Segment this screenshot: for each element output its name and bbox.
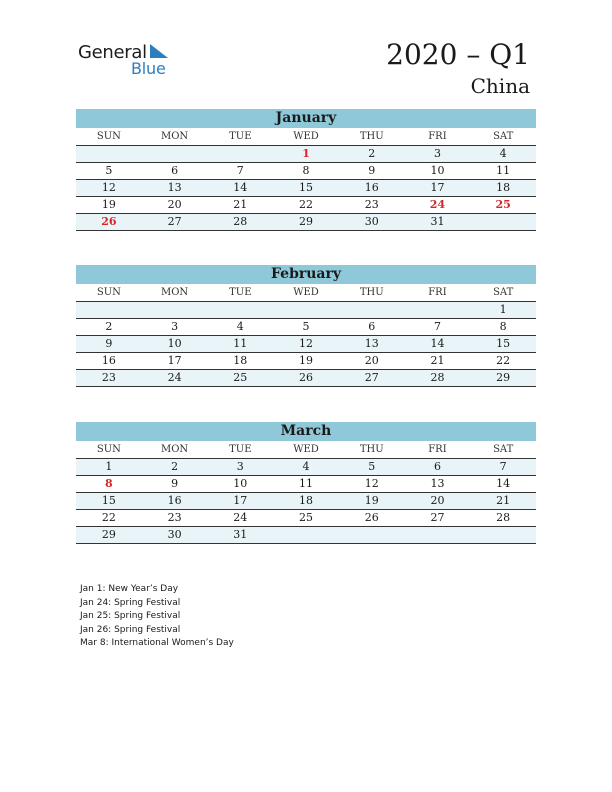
page-title: 2020 – Q1 [386, 38, 530, 71]
day-cell: 7 [433, 320, 441, 333]
day-of-week-label: TUE [229, 444, 252, 455]
day-cell: 23 [364, 198, 379, 211]
day-of-week-label: THU [359, 131, 384, 142]
day-cell: 2 [105, 320, 113, 333]
day-cell: 27 [430, 511, 445, 524]
day-cell: 23 [167, 511, 182, 524]
day-cell [207, 146, 273, 162]
day-of-week-label: MON [160, 131, 189, 142]
month-header: March [76, 422, 536, 441]
day-cell: 4 [499, 147, 507, 160]
holiday-notes [80, 583, 234, 651]
day-cell: 13 [167, 181, 182, 194]
day-of-week-row [76, 284, 536, 302]
week-row [76, 527, 536, 544]
day-cell: 1 [105, 460, 113, 473]
day-of-week-label: THU [359, 287, 384, 298]
day-cell: 6 [171, 164, 179, 177]
day-cell: 5 [368, 460, 376, 473]
holiday-day-cell: 24 [429, 198, 446, 211]
day-cell: 6 [368, 320, 376, 333]
week-row [76, 476, 536, 493]
day-cell: 30 [364, 215, 379, 228]
holiday-note: Jan 24: Spring Festival [80, 597, 181, 608]
day-cell: 12 [299, 337, 314, 350]
day-cell: 18 [233, 354, 248, 367]
month-header: January [76, 109, 536, 128]
day-cell [339, 527, 405, 543]
week-row [76, 163, 536, 180]
day-cell: 14 [430, 337, 445, 350]
week-row [76, 370, 536, 387]
day-of-week-row [76, 441, 536, 459]
day-of-week-label: WED [293, 131, 319, 142]
day-cell: 19 [364, 494, 379, 507]
day-cell: 31 [430, 215, 445, 228]
day-cell: 26 [364, 511, 379, 524]
day-cell: 4 [236, 320, 244, 333]
country-name: China [470, 74, 530, 98]
day-cell: 31 [233, 528, 248, 541]
day-of-week-row [76, 128, 536, 146]
day-cell [76, 302, 142, 318]
day-of-week-label: MON [160, 287, 189, 298]
month-february [76, 265, 536, 387]
day-cell: 9 [105, 337, 113, 350]
month-header: February [76, 265, 536, 284]
day-cell: 11 [496, 164, 511, 177]
day-cell: 26 [299, 371, 314, 384]
day-cell: 16 [364, 181, 379, 194]
day-cell: 29 [101, 528, 116, 541]
day-cell: 25 [299, 511, 314, 524]
day-cell: 7 [499, 460, 507, 473]
day-cell: 3 [236, 460, 244, 473]
day-cell [470, 527, 536, 543]
day-cell: 1 [499, 303, 507, 316]
week-row [76, 510, 536, 527]
day-cell: 3 [171, 320, 179, 333]
day-cell: 20 [364, 354, 379, 367]
day-cell: 8 [499, 320, 507, 333]
day-cell: 10 [167, 337, 182, 350]
day-of-week-label: FRI [428, 444, 447, 455]
day-of-week-label: FRI [428, 131, 447, 142]
day-cell: 12 [364, 477, 379, 490]
day-cell: 9 [171, 477, 179, 490]
holiday-note: Jan 26: Spring Festival [80, 624, 181, 635]
day-cell: 11 [233, 337, 248, 350]
day-of-week-label: MON [160, 444, 189, 455]
day-cell: 25 [233, 371, 248, 384]
day-of-week-label: SAT [493, 287, 514, 298]
day-cell: 29 [496, 371, 511, 384]
day-cell: 10 [233, 477, 248, 490]
holiday-note: Mar 8: International Women’s Day [80, 638, 234, 648]
week-row [76, 319, 536, 336]
logo-text-general: General [78, 42, 147, 63]
day-cell: 19 [101, 198, 116, 211]
day-cell: 17 [430, 181, 445, 194]
day-of-week-label: TUE [229, 131, 252, 142]
holiday-day-cell: 8 [105, 477, 113, 490]
holiday-day-cell: 25 [495, 198, 511, 211]
day-cell: 29 [299, 215, 314, 228]
day-cell [207, 302, 273, 318]
holiday-day-cell: 26 [101, 215, 117, 228]
day-of-week-label: SUN [96, 287, 121, 298]
day-cell [142, 146, 208, 162]
logo-text-blue: Blue [131, 59, 166, 78]
holiday-note: Jan 1: New Year’s Day [80, 584, 179, 594]
day-cell: 20 [167, 198, 182, 211]
week-row [76, 302, 536, 319]
day-cell: 23 [101, 371, 116, 384]
day-cell: 18 [299, 494, 314, 507]
week-row [76, 180, 536, 197]
day-of-week-label: FRI [428, 287, 447, 298]
day-cell: 27 [167, 215, 182, 228]
day-of-week-label: SUN [96, 131, 121, 142]
day-cell: 4 [302, 460, 310, 473]
day-cell: 3 [433, 147, 441, 160]
day-cell: 18 [496, 181, 511, 194]
day-cell: 17 [233, 494, 248, 507]
month-january [76, 109, 536, 231]
day-cell: 11 [299, 477, 314, 490]
day-cell [470, 214, 536, 230]
day-cell: 14 [496, 477, 511, 490]
day-cell [273, 302, 339, 318]
day-cell: 8 [302, 164, 310, 177]
day-cell: 16 [167, 494, 182, 507]
day-cell: 21 [430, 354, 445, 367]
day-cell: 28 [496, 511, 511, 524]
day-cell: 7 [236, 164, 244, 177]
day-cell: 22 [496, 354, 511, 367]
day-of-week-label: WED [293, 444, 319, 455]
week-row [76, 197, 536, 214]
day-cell: 15 [101, 494, 116, 507]
day-cell [76, 146, 142, 162]
day-of-week-label: THU [359, 444, 384, 455]
day-cell: 5 [302, 320, 310, 333]
generalblue-logo [78, 40, 178, 80]
day-of-week-label: SAT [493, 131, 514, 142]
day-cell [405, 302, 471, 318]
day-of-week-label: TUE [229, 287, 252, 298]
day-cell [405, 527, 471, 543]
day-cell: 13 [430, 477, 445, 490]
day-cell: 30 [167, 528, 182, 541]
week-row [76, 493, 536, 510]
day-cell: 9 [368, 164, 376, 177]
day-cell: 5 [105, 164, 113, 177]
day-cell: 28 [233, 215, 248, 228]
day-cell: 24 [167, 371, 182, 384]
day-cell: 14 [233, 181, 248, 194]
month-march [76, 422, 536, 544]
holiday-day-cell: 1 [302, 147, 310, 160]
day-cell: 28 [430, 371, 445, 384]
week-row [76, 459, 536, 476]
day-cell: 24 [233, 511, 248, 524]
day-cell [339, 302, 405, 318]
week-row [76, 353, 536, 370]
day-cell: 21 [233, 198, 248, 211]
week-row [76, 146, 536, 163]
day-cell: 6 [433, 460, 441, 473]
day-cell: 16 [101, 354, 116, 367]
day-cell: 19 [299, 354, 314, 367]
day-cell: 17 [167, 354, 182, 367]
day-cell: 13 [364, 337, 379, 350]
day-cell: 2 [171, 460, 179, 473]
day-of-week-label: SUN [96, 444, 121, 455]
week-row [76, 214, 536, 231]
day-of-week-label: WED [293, 287, 319, 298]
day-cell: 12 [101, 181, 116, 194]
day-cell [273, 527, 339, 543]
day-cell: 27 [364, 371, 379, 384]
week-row [76, 336, 536, 353]
day-cell [142, 302, 208, 318]
day-cell: 2 [368, 147, 376, 160]
day-cell: 15 [496, 337, 511, 350]
day-cell: 22 [101, 511, 116, 524]
logo-flag-icon [150, 44, 168, 58]
day-of-week-label: SAT [493, 444, 514, 455]
holiday-note: Jan 25: Spring Festival [80, 611, 181, 621]
day-cell: 21 [496, 494, 511, 507]
day-cell: 10 [430, 164, 445, 177]
day-cell: 22 [299, 198, 314, 211]
day-cell: 20 [430, 494, 445, 507]
day-cell: 15 [299, 181, 314, 194]
